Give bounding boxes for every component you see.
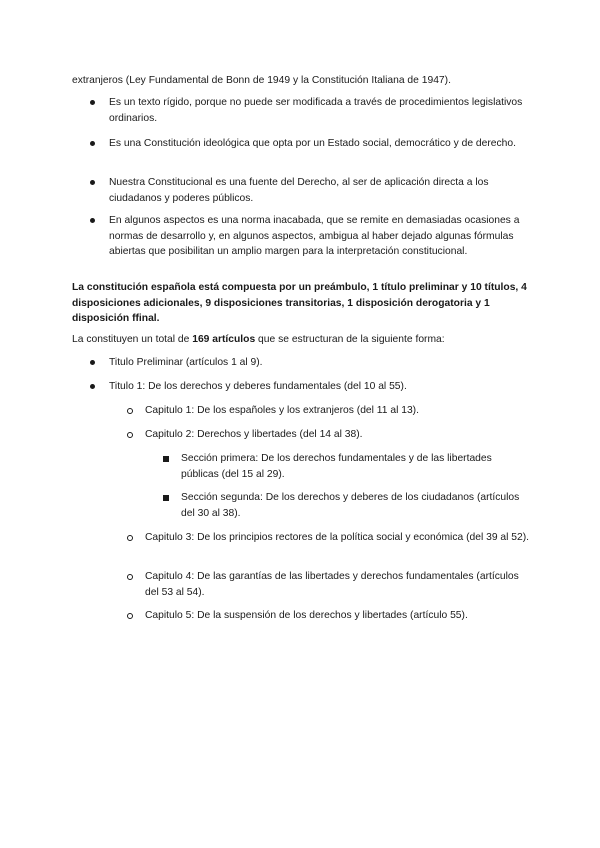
- bullet-square-icon: [163, 495, 169, 501]
- composition-statement: [72, 280, 530, 327]
- title-item: Titulo 1: De los derechos y deberes fundamentales (del 10 al 55).: [109, 381, 407, 392]
- section-item: Sección primera: De los derechos fundamentales y de las libertades públicas (del 15 al 29).: [181, 453, 492, 480]
- bullet-circle-icon: [127, 432, 133, 438]
- composition-statement-bold: La constitución española está compuesta por un preámbulo, 1 título preliminar y 10 títulos, 4 disposiciones adicionales, 9 disposiciones transitorias, 1 disposición derogatoria y 1 disposición ffinal.: [72, 282, 527, 324]
- structure-intro-article-count: 169 artículos: [192, 334, 256, 345]
- structure-intro: [72, 332, 530, 348]
- bullet-disc-icon: [90, 384, 95, 389]
- chapter-item: Capitulo 1: De los españoles y los extranjeros (del 11 al 13).: [145, 405, 419, 416]
- chapter-item: Capitulo 5: De la suspensión de los derechos y libertades (artículo 55).: [145, 610, 468, 621]
- characteristic-item: Es una Constitución ideológica que opta por un Estado social, democrático y de derecho.: [109, 138, 516, 149]
- characteristic-item: En algunos aspectos es una norma inacabada, que se remite en demasiadas ocasiones a normas de desarrollo y, en algunos aspectos, ambigua al haber dejado algunas fórmulas abiertas que posibilitan un amplio margen para la interpretación constitucional.: [109, 215, 520, 257]
- title-item: Titulo Preliminar (artículos 1 al 9).: [109, 357, 263, 368]
- bullet-circle-icon: [127, 613, 133, 619]
- bullet-disc-icon: [90, 100, 95, 105]
- structure-intro-after: que se estructuran de la siguiente forma:: [255, 334, 445, 345]
- bullet-disc-icon: [90, 360, 95, 365]
- bullet-disc-icon: [90, 180, 95, 185]
- bullet-disc-icon: [90, 141, 95, 146]
- structure-intro-before: La constituyen un total de: [72, 334, 193, 345]
- bullet-square-icon: [163, 456, 169, 462]
- bullet-circle-icon: [127, 408, 133, 414]
- chapter-item: Capitulo 3: De los principios rectores de la política social y económica (del 39 al 52).: [145, 532, 530, 543]
- chapter-item: Capitulo 4: De las garantías de las libertades y derechos fundamentales (artículos del 53 al 54).: [145, 571, 519, 598]
- chapter-item: Capitulo 2: Derechos y libertades (del 14 al 38).: [145, 429, 363, 440]
- characteristic-item: Nuestra Constitucional es una fuente del Derecho, al ser de aplicación directa a los ciudadanos y poderes públicos.: [109, 177, 489, 204]
- bullet-disc-icon: [90, 218, 95, 223]
- bullet-circle-icon: [127, 574, 133, 580]
- bullet-circle-icon: [127, 535, 133, 541]
- intro-continuation: extranjeros (Ley Fundamental de Bonn de 1949 y la Constitución Italiana de 1947).: [72, 75, 451, 86]
- section-item: Sección segunda: De los derechos y deberes de los ciudadanos (artículos del 30 al 38).: [181, 492, 520, 519]
- characteristic-item: Es un texto rígido, porque no puede ser modificada a través de procedimientos legislativos ordinarios.: [109, 97, 523, 124]
